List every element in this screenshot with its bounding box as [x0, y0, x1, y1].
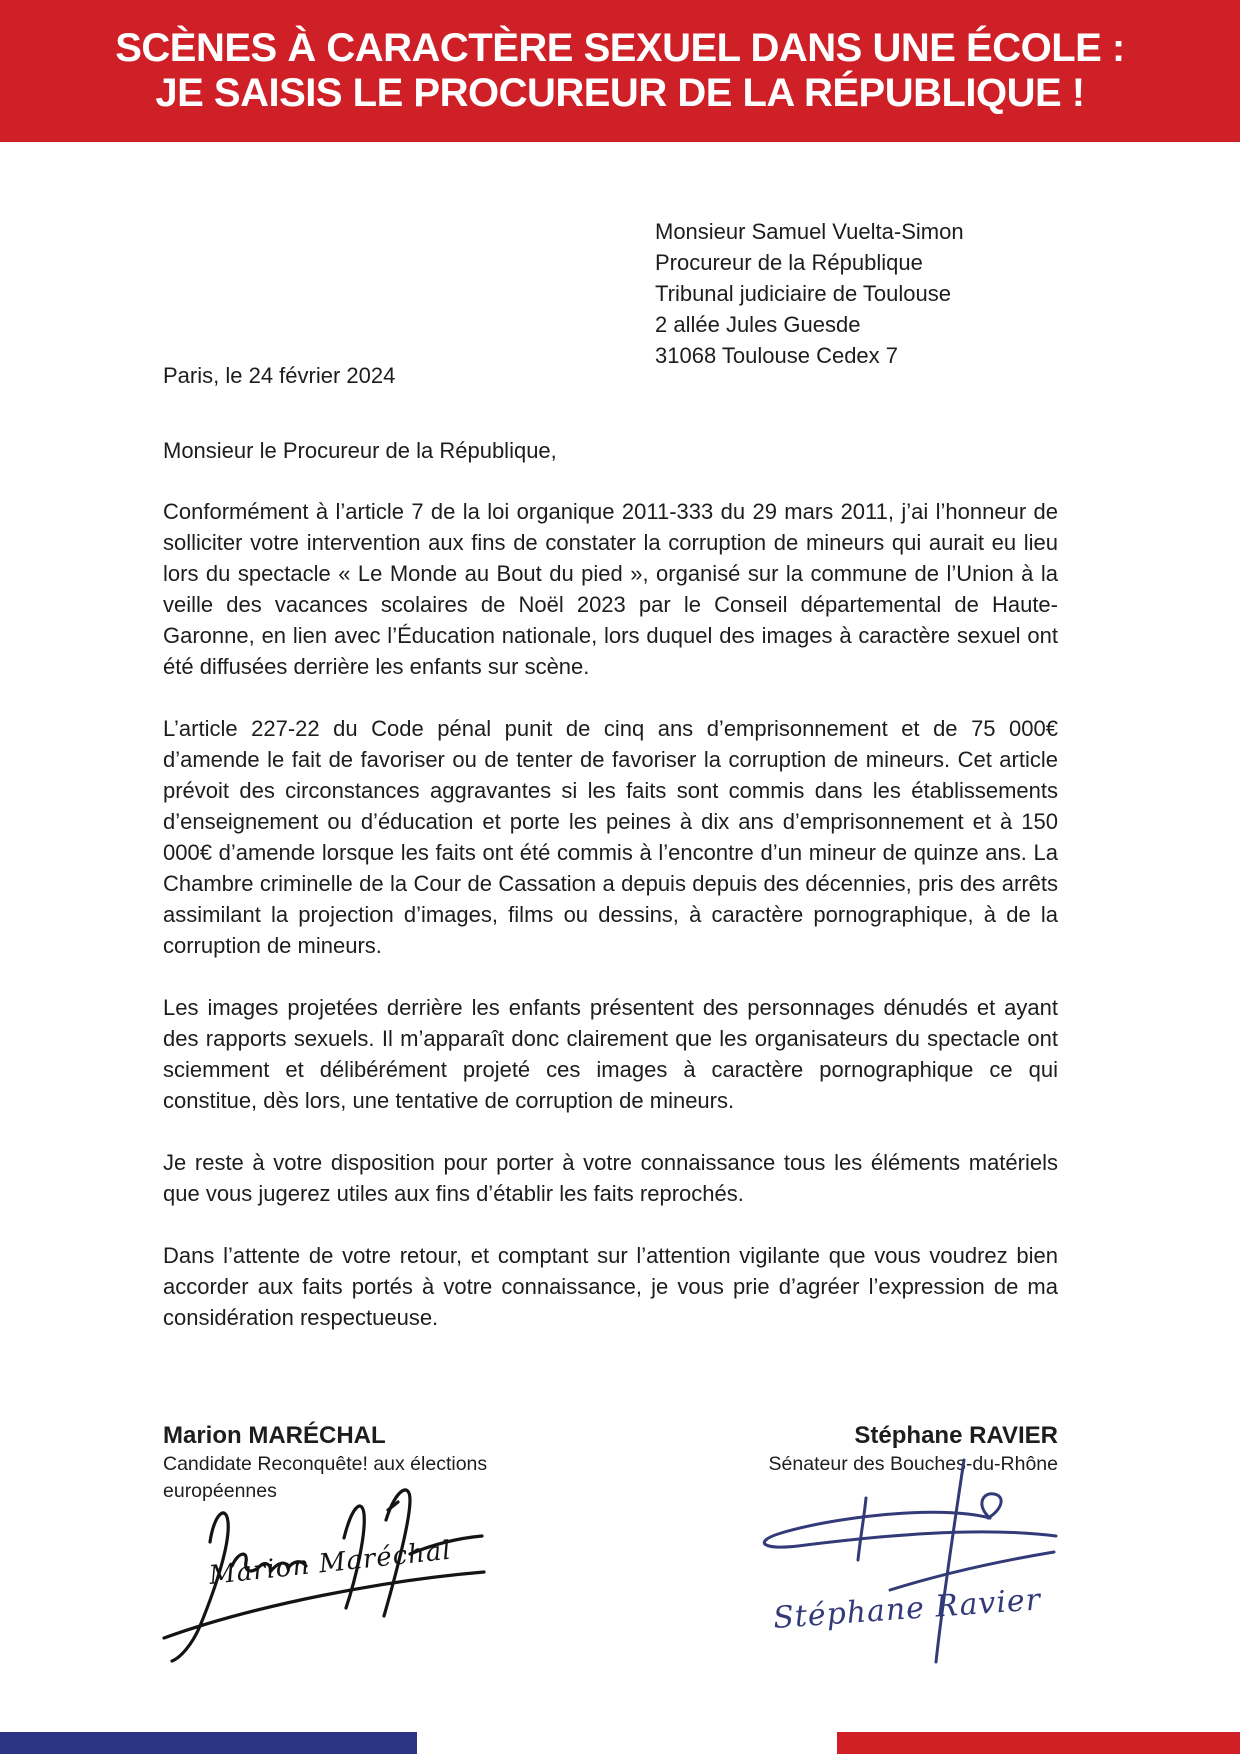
signatory-right-name: Stéphane RAVIER — [854, 1422, 1058, 1449]
footer-flag-white-gap — [417, 1732, 837, 1754]
ravier-signature-icon — [738, 1456, 1083, 1666]
paragraph-availability: Je reste à votre disposition pour porter à votre connaissance tous les éléments matériels que vous jugerez utiles aux fins d’établir les faits reprochés. — [163, 1150, 1058, 1206]
signatory-left-title: Candidate Reconquête! aux élections européennes — [163, 1453, 488, 1502]
paragraph-penal-code: L’article 227-22 du Code pénal punit de cinq ans d’emprisonnement et de 75 000€ d’amende le fait de favoriser ou de tenter de favoriser la corruption de mineurs. Cet article prévoit des circonstances aggravantes si les faits sont commis dans les établissements d’enseignement ou d’éducation et porte les peines à dix ans d’emprisonnement et à 150 000€ d’amende lorsque les faits ont été commis à l’encontre d’un mineur de quinze ans. La Chambre criminelle de la Cour de Cassation a depuis depuis des décennies, pris des arrêts assimilant la projection d’images, films ou dessins, à caractère pornographique, à de la corruption de mineurs. — [163, 716, 1058, 958]
footer-flag-red-bar — [837, 1732, 1240, 1754]
paragraph-closing: Dans l’attente de votre retour, et comptant sur l’attention vigilante que vous voudrez bien accorder aux faits portés à votre connaissance, je vous prie d’agréer l’expression de ma considération respectueuse. — [163, 1243, 1058, 1330]
recipient-institution: Tribunal judiciaire de Toulouse — [655, 281, 951, 306]
ravier-signature-text: Stéphane Ravier — [772, 1582, 1043, 1636]
signatory-left-name: Marion MARÉCHAL — [163, 1422, 386, 1449]
salutation: Monsieur le Procureur de la République, — [163, 438, 557, 463]
recipient-address-block — [655, 216, 964, 371]
banner-title-line2: JE SAISIS LE PROCUREUR DE LA RÉPUBLIQUE ! — [155, 71, 1085, 115]
recipient-function: Procureur de la République — [655, 250, 923, 275]
letter-body — [163, 496, 1058, 1364]
recipient-name: Monsieur Samuel Vuelta-Simon — [655, 219, 964, 244]
signatory-right-title: Sénateur des Bouches-du-Rhône — [768, 1453, 1058, 1475]
recipient-street: 2 allée Jules Guesde — [655, 312, 861, 337]
banner-title-line1: SCÈNES À CARACTÈRE SEXUEL DANS UNE ÉCOLE : — [115, 26, 1125, 70]
footer-flag-blue-bar — [0, 1732, 417, 1754]
marechal-signature-icon — [148, 1478, 488, 1663]
header-banner — [0, 0, 1240, 142]
marechal-signature-text: Marion Maréchal — [207, 1535, 453, 1591]
paragraph-facts: Les images projetées derrière les enfants présentent des personnages dénudés et ayant des rapports sexuels. Il m’apparaît donc clairement que les organisateurs du spectacle ont sciemment et délibérément projeté ces images à caractère pornographique ce qui constitue, dès lors, une tentative de corruption de mineurs. — [163, 995, 1058, 1113]
dateline: Paris, le 24 février 2024 — [163, 363, 396, 388]
recipient-city: 31068 Toulouse Cedex 7 — [655, 343, 899, 368]
paragraph-legal-basis: Conformément à l’article 7 de la loi organique 2011-333 du 29 mars 2011, j’ai l’honneur de solliciter votre intervention aux fins de constater la corruption de mineurs qui aurait eu lieu lors du spectacle « Le Monde au Bout du pied », organisé sur la commune de l’Union à la veille des vacances scolaires de Noël 2023 par le Conseil départemental de Haute-Garonne, en lien avec l’Éducation nationale, lors duquel des images à caractère sexuel ont été diffusées derrière les enfants sur scène. — [163, 499, 1058, 679]
